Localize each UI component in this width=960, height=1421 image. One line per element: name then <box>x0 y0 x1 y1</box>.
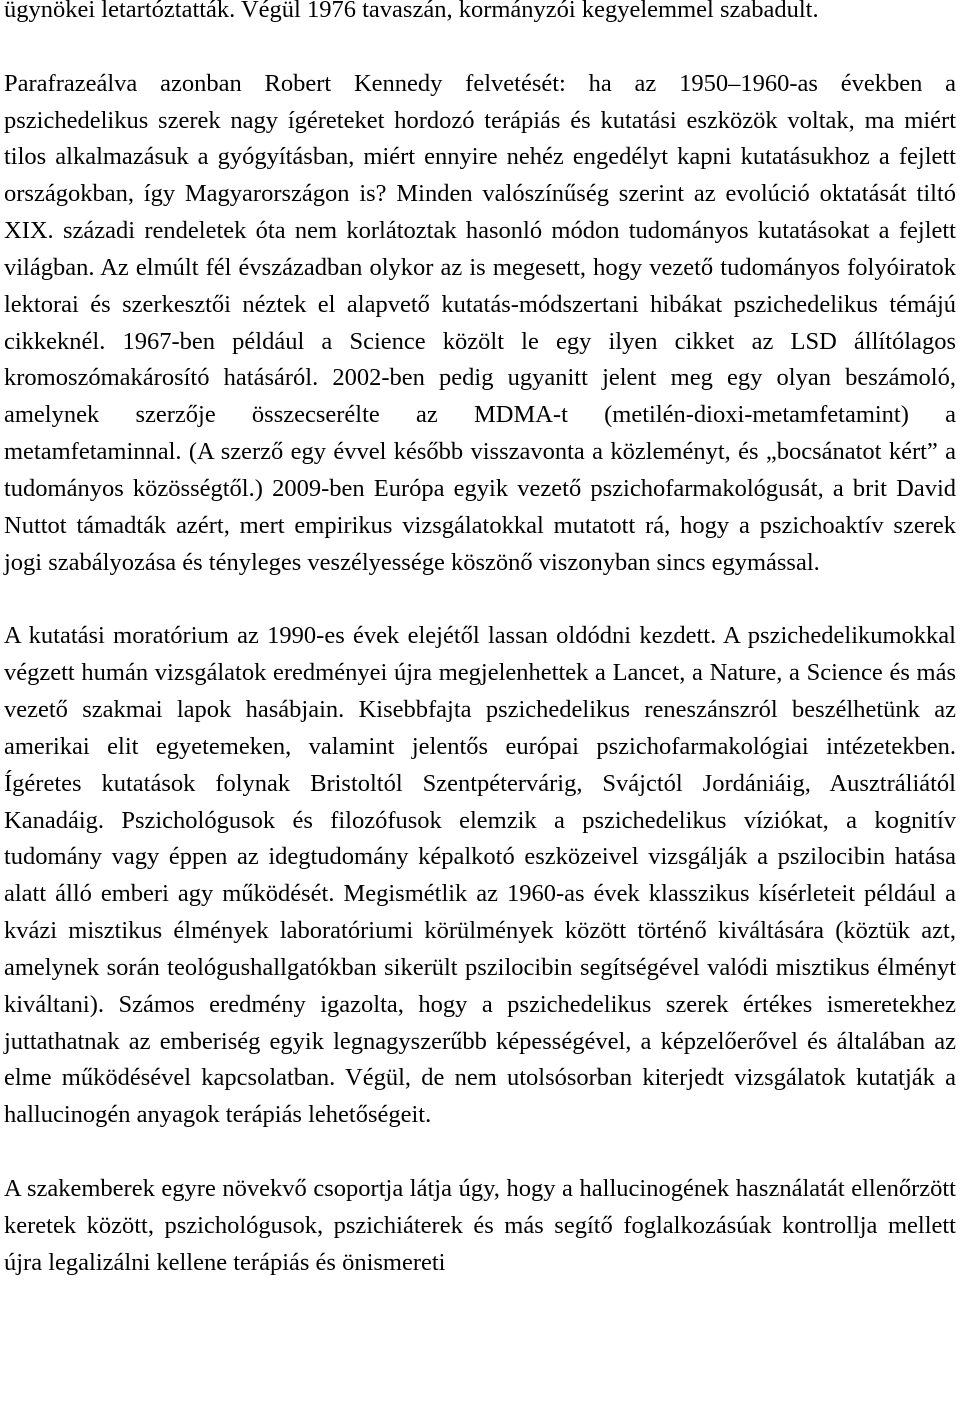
paragraph-gap <box>4 1134 956 1171</box>
paragraph-experts: A szakemberek egyre növekvő csoportja látja úgy, hogy a hallucinogének használatát ellenőrzött keretek között, pszichológusok, pszichiáterek és más segítő foglalkozásúak kontrollja mellett újra legalizálni kellene terápiás és önismereti <box>4 1175 956 1276</box>
paragraph-continuation: ügynökei letartóztatták. Végül 1976 tavaszán, kormányzói kegyelemmel szabadult. <box>4 0 819 23</box>
paragraph-moratorium: A kutatási moratórium az 1990-es évek elejétől lassan oldódni kezdett. A pszichedelikumokkal végzett humán vizsgálatok eredményei újra megjelenhettek a Lancet, a Nature, a Science és más vezető szakmai lapok hasábjain. Kisebbfajta pszichedelikus reneszánszról beszélhetünk az amerikai elit egyetemeken, valamint jelentős európai pszichofarmakológiai intézetekben. Ígéretes kutatások folynak Bristoltól Szentpétervárig, Svájctól Jordániáig, Ausztráliától Kanadáig. Pszichológusok és filozófusok elemzik a pszichedelikus víziókat, a kognitív tudomány vagy éppen az idegtudomány képalkotó eszközeivel vizsgálják a pszilocibin hatása alatt álló emberi agy működését. Megismétlik az 1960-as évek klasszikus kísérleteit például a kvázi misztikus élmények laboratóriumi körülmények között történő kiváltására (köztük azt, amelynek során teológushallgatókban sikerült pszilocibin segítségével valódi misztikus élményt kiváltani). Számos eredmény igazolta, hogy a pszichedelikus szerek értékes ismeretekhez juttathatnak az emberiség egyik legnagyszerűbb képességével, a képzelőerővel és általában az elme működésével kapcsolatban. Végül, de nem utolsósorban kiterjedt vizsgálatok kutatják a hallucinogén anyagok terápiás lehetőségeit. <box>4 622 956 1129</box>
paragraph-gap <box>4 29 956 66</box>
paragraph-kennedy: Parafrazeálva azonban Robert Kennedy felvetését: ha az 1950–1960-as években a pszichedelikus szerek nagy ígéreteket hordozó terápiás és kutatási eszközök voltak, ma miért tilos alkalmazásuk a gyógyításban, miért ennyire nehéz engedélyt kapni kutatásukhoz a fejlett országokban, így Magyarországon is? Minden valószínűség szerint az evolúció oktatását tiltó XIX. századi rendeletek óta nem korlátoztak hasonló módon tudományos kutatásokat a fejlett világban. Az elmúlt fél évszázadban olykor az is megesett, hogy vezető tudományos folyóiratok lektorai és szerkesztői néztek el alapvető kutatás-módszertani hibákat pszichedelikus témájú cikkeknél. 1967-ben például a Science közölt le egy ilyen cikket az LSD állítólagos kromoszómakárosító hatásáról. 2002-ben pedig ugyanitt jelent meg egy olyan beszámoló, amelynek szerzője összecserélte az MDMA-t (metilén-dioxi-metamfetamint) a metamfetaminnal. (A szerző egy évvel később visszavonta a közleményt, és „bocsánatot kért” a tudományos közösségtől.) 2009-ben Európa egyik vezető pszichofarmakológusát, a brit David Nuttot támadták azért, mert empirikus vizsgálatokkal mutatott rá, hogy a pszichoaktív szerek jogi szabályozása és tényleges veszélyessége köszönő viszonyban sincs egymással. <box>4 69 956 576</box>
document-page <box>4 0 956 1282</box>
paragraph-gap <box>4 582 956 619</box>
